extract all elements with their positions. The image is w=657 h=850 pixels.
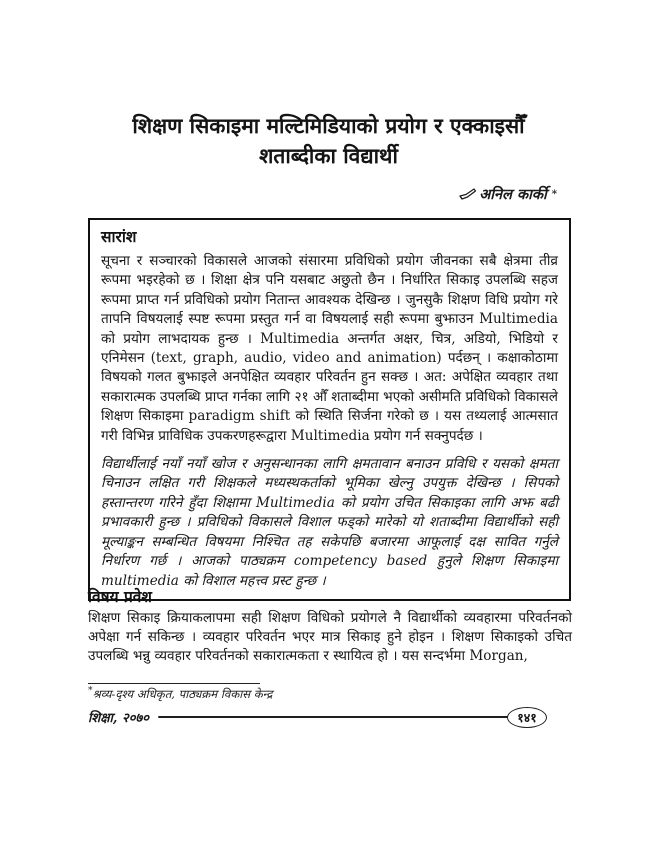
body-paragraph: शिक्षण सिकाइ क्रियाकलापमा सही शिक्षण विधिको प्रयोगले नै विद्यार्थीको व्यवहारमा परिवर्तनको अपेक्षा गर्न सकिन्छ । व्यवहार परिवर्तन भएर मात्र सिकाइ हुने होइन । शिक्षण सिकाइको उचित उपलब्धि भन्नु व्यवहार परिवर्तनको सकारात्मकता र स्थायित्व हो । यस सन्दर्भमा Morgan, — [88, 610, 572, 665]
abstract-paragraph-1: सूचना र सञ्चारको विकासले आजको संसारमा प्रविधिको प्रयोग जीवनका सबै क्षेत्रमा तीव्र रूपमा भइरहेको छ । शिक्षा क्षेत्र पनि यसबाट अछुतो छैन । निर्धारित सिकाइ उपलब्धि सहज रूपमा प्राप्त गर्न प्रविधिको प्रयोग नितान्त आवश्यक देखिन्छ । जुनसुकै शिक्षण विधि प्रयोग गरे तापनि विषयलाई स्पष्ट रूपमा प्रस्तुत गर्न वा विषयलाई सही रूपमा बुझाउन Multimedia को प्रयोग लाभदायक हुन्छ । Multimedia अन्तर्गत अक्षर, चित्र, अडियो, भिडियो र एनिमेसन (text, graph, audio, video and animation) पर्दछन् । कक्षाकोठामा विषयको गलत बुझाइले अनपेक्षित व्यवहार परिवर्तन हुन सक्छ । अत: अपेक्षित व्यवहार तथा सकारात्मक उपलब्धि प्राप्त गर्नका लागि २१ औँ शताब्दीमा भएको असीमति प्रविधिको विकासले शिक्षण सिकाइमा paradigm shift को स्थिति सिर्जना गरेको छ । यस तथ्यलाई आत्मसात गरी विभिन्न प्राविधिक उपकरणहरूद्वारा Multimedia प्रयोग गर्न सक्नुपर्दछ । — [101, 253, 558, 444]
footnote-marker: * — [88, 686, 93, 696]
footer-rule — [158, 716, 509, 719]
section-heading: विषय प्रवेश — [88, 587, 152, 606]
article-title — [0, 111, 657, 171]
journal-title: शिक्षा, २०७० — [88, 711, 149, 726]
abstract-paragraph-2: विद्यार्थीलाई नयाँ नयाँ खोज र अनुसन्धानका लागि क्षमतावान बनाउन प्रविधि र यसको क्षमता चिनाउन लक्षित गरी शिक्षकले मध्यस्थकर्ताको भूमिका खेल्नु उपयुक्त देखिन्छ । सिपको हस्तान्तरण गरिने हुँदा शिक्षामा Multimedia को प्रयोग उचित सिकाइका लागि अझ बढी प्रभावकारी हुन्छ । प्रविधिको विकासले विशाल फड्को मारेको यो शताब्दीमा विद्यार्थीको सही मूल्याङ्कन सम्बन्धित विषयमा निश्चित तह सकेपछि बजारमा आफूलाई दक्ष सावित गर्नुले निर्धारण गर्छ । आजको पाठ्यक्रम competency based हुनुले शिक्षण सिकाइमा multimedia को विशाल महत्त्व प्रस्ट हुन्छ । — [101, 456, 558, 589]
article-title-line1: शिक्षण सिकाइमा मल्टिमिडियाको प्रयोग र एक्काइसौँ — [132, 113, 525, 138]
writing-hand-icon — [459, 188, 476, 201]
author-footnote-mark: * — [551, 188, 557, 200]
abstract-box — [88, 218, 571, 601]
author-name: अनिल कार्की — [479, 186, 547, 203]
article-title-line2: शताब्दीका विद्यार्थी — [259, 143, 398, 168]
footnote — [88, 686, 508, 702]
page-footer — [88, 704, 547, 730]
author-line — [459, 184, 557, 204]
abstract-heading: सारांश — [101, 227, 137, 246]
page-number-badge: १४१ — [507, 707, 547, 728]
footnote-text: श्रव्य-दृश्य अधिकृत, पाठ्यक्रम विकास केन्द्र — [92, 686, 273, 701]
footnote-separator — [88, 683, 260, 684]
